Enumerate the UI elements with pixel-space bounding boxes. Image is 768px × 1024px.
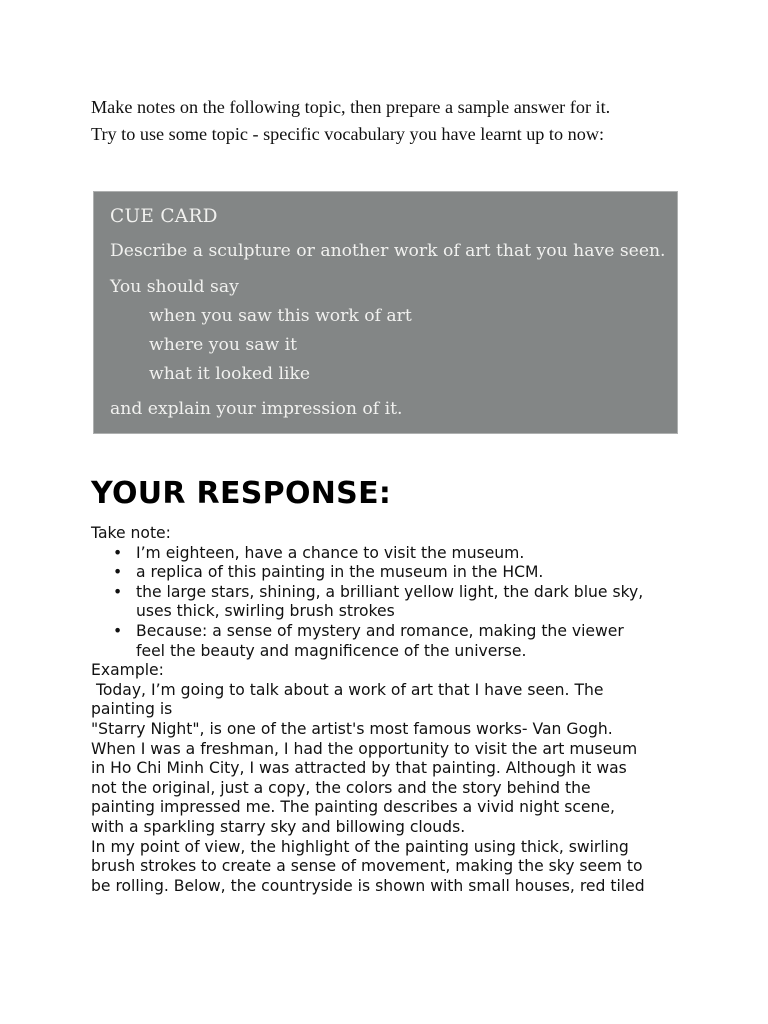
note-text: the large stars, shining, a brilliant yellow light, the dark blue sky, bbox=[136, 582, 644, 601]
example-line: In my point of view, the highlight of the painting using thick, swirling bbox=[91, 837, 629, 856]
bullet-icon: • bbox=[113, 582, 123, 601]
response-body bbox=[91, 524, 691, 896]
cue-card-point: what it looked like bbox=[149, 364, 311, 384]
instructions bbox=[91, 94, 691, 148]
cue-card-point: where you saw it bbox=[149, 335, 298, 355]
take-note-label: Take note: bbox=[91, 524, 171, 542]
example-line: brush strokes to create a sense of movement, making the sky seem to bbox=[91, 857, 643, 876]
example-line: painting impressed me. The painting describes a vivid night scene, bbox=[91, 798, 615, 817]
example-line: "Starry Night", is one of the artist's most famous works- Van Gogh. bbox=[91, 719, 613, 738]
note-item bbox=[91, 622, 691, 661]
note-item bbox=[91, 544, 691, 564]
bullet-icon: • bbox=[113, 621, 123, 640]
notes-list bbox=[91, 544, 691, 662]
cue-card-prompt: Describe a sculpture or another work of art that you have seen. bbox=[110, 241, 666, 261]
note-item bbox=[91, 563, 691, 583]
example-line: in Ho Chi Minh City, I was attracted by that painting. Although it was bbox=[91, 759, 627, 778]
cue-card-lead-in: You should say bbox=[110, 277, 239, 297]
response-heading: YOUR RESPONSE: bbox=[91, 476, 392, 511]
note-text: a replica of this painting in the museum in the HCM. bbox=[136, 563, 544, 582]
cue-card-closing: and explain your impression of it. bbox=[110, 399, 403, 419]
note-text: I’m eighteen, have a chance to visit the museum. bbox=[136, 543, 525, 562]
cue-card bbox=[93, 191, 678, 434]
example-line: be rolling. Below, the countryside is shown with small houses, red tiled bbox=[91, 876, 645, 895]
example-line: with a sparkling starry sky and billowing clouds. bbox=[91, 817, 466, 836]
cue-card-point: when you saw this work of art bbox=[149, 306, 412, 326]
note-text: feel the beauty and magnificence of the universe. bbox=[136, 641, 527, 660]
cue-card-title: CUE CARD bbox=[110, 206, 218, 227]
example-line: When I was a freshman, I had the opportunity to visit the art museum bbox=[91, 739, 638, 758]
example-paragraph bbox=[91, 681, 691, 897]
example-label: Example: bbox=[91, 661, 164, 680]
note-text: Because: a sense of mystery and romance, making the viewer bbox=[136, 621, 624, 640]
example-line: not the original, just a copy, the colors and the story behind the bbox=[91, 778, 591, 797]
bullet-icon: • bbox=[113, 563, 123, 582]
instruction-line: Try to use some topic - specific vocabulary you have learnt up to now: bbox=[91, 124, 605, 144]
note-item bbox=[91, 583, 691, 622]
bullet-icon: • bbox=[113, 543, 123, 562]
note-text: uses thick, swirling brush strokes bbox=[136, 602, 395, 621]
instruction-line: Make notes on the following topic, then prepare a sample answer for it. bbox=[91, 97, 611, 117]
example-line: painting is bbox=[91, 700, 173, 719]
example-line: Today, I’m going to talk about a work of art that I have seen. The bbox=[91, 680, 604, 699]
